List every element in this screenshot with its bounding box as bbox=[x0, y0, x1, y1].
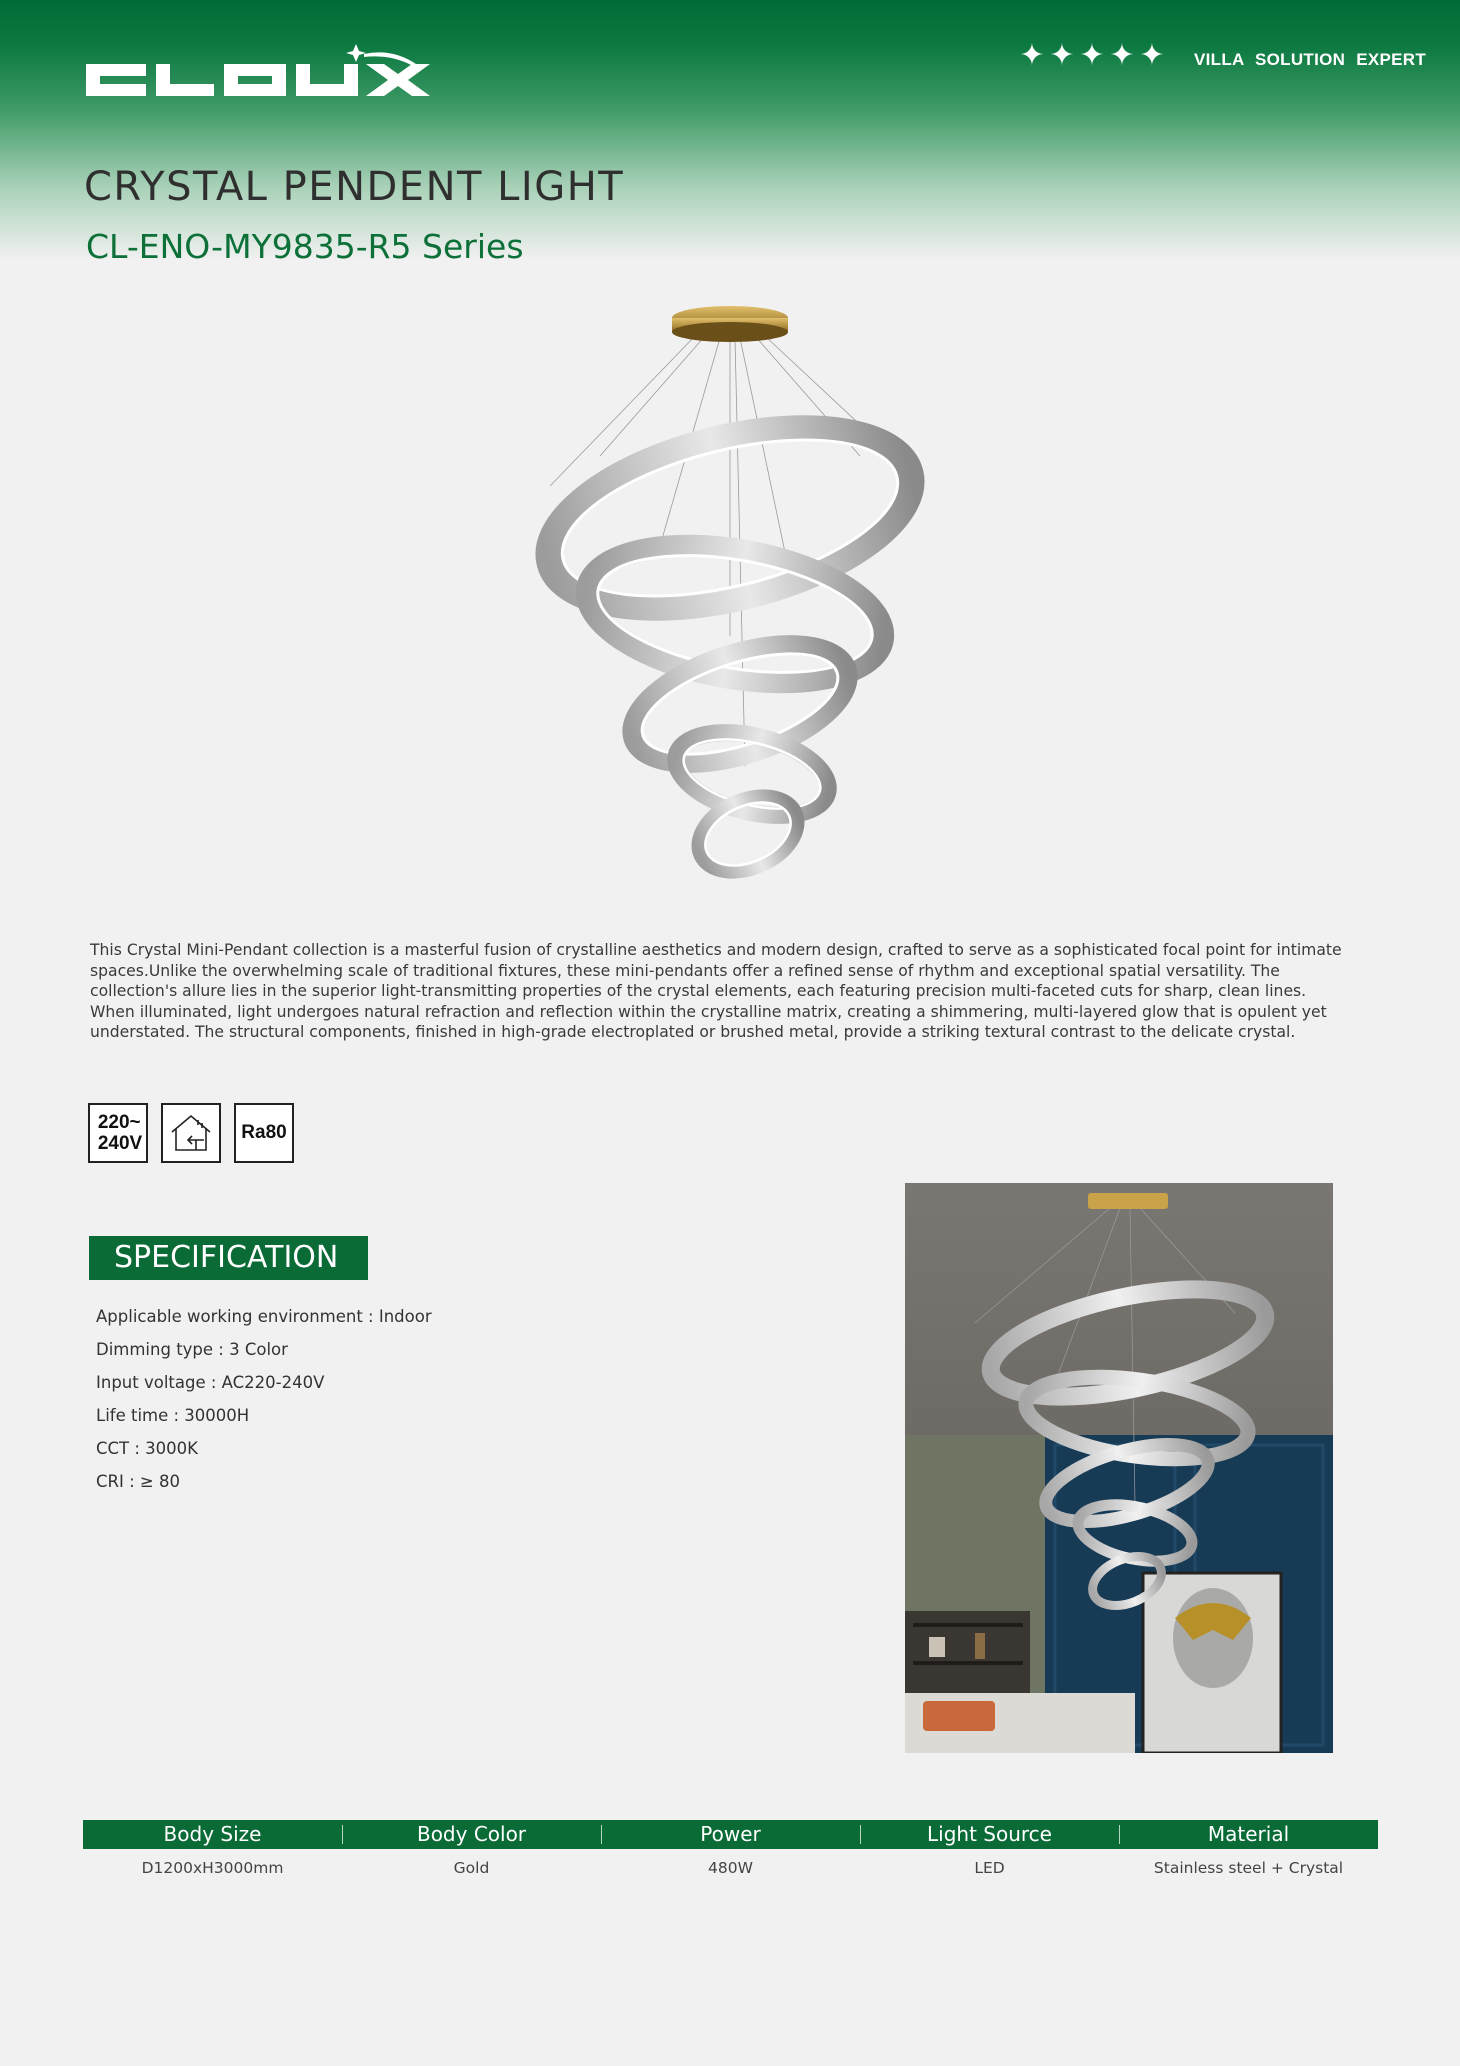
series-name: CL-ENO-MY9835-R5 Series bbox=[86, 227, 524, 266]
page-title: CRYSTAL PENDENT LIGHT bbox=[84, 164, 625, 210]
star-icon: ✦ bbox=[1109, 38, 1135, 73]
table-cell: D1200xH3000mm bbox=[141, 1859, 284, 1877]
feature-badges bbox=[88, 1103, 294, 1163]
summary-table bbox=[83, 1820, 1378, 1887]
spec-item: Life time : 30000H bbox=[96, 1406, 250, 1425]
table-row bbox=[83, 1849, 1378, 1887]
table-header bbox=[83, 1820, 1378, 1849]
star-icon: ✦ bbox=[1049, 38, 1075, 73]
header-banner bbox=[0, 0, 1460, 260]
spec-item: Dimming type : 3 Color bbox=[96, 1340, 288, 1359]
table-cell: Gold bbox=[453, 1859, 490, 1877]
spec-item: CRI : ≥ 80 bbox=[96, 1472, 180, 1491]
room-scene-image bbox=[905, 1183, 1333, 1753]
column-header: Body Color bbox=[342, 1820, 601, 1849]
rating-stars bbox=[1018, 40, 1166, 76]
star-icon: ✦ bbox=[1139, 38, 1165, 73]
table-cell: LED bbox=[974, 1859, 1005, 1877]
product-image bbox=[530, 296, 930, 892]
column-header: Body Size bbox=[163, 1822, 262, 1846]
column-header: Light Source bbox=[860, 1820, 1119, 1849]
spec-item: CCT : 3000K bbox=[96, 1439, 198, 1458]
table-cell: Stainless steel + Crystal bbox=[1153, 1859, 1344, 1877]
star-icon: ✦ bbox=[1019, 38, 1045, 73]
voltage-badge: 220~ 240V bbox=[88, 1103, 148, 1163]
spec-item: Applicable working environment : Indoor bbox=[96, 1307, 432, 1326]
product-description: This Crystal Mini-Pendant collection is a masterful fusion of crystalline aesthetics and modern design, crafted to serve as a sophisticated focal point for intimate spaces.Unlike the overwhelming scale of traditional fixtures, these mini-pendants offer a refined sense of rhythm and exceptional spatial versatility. The collection's allure lies in the superior light-transmitting properties of the crystal elements, each featuring precision multi-faceted cuts for sharp, clean lines. When illuminated, light undergoes natural refraction and reflection within the crystalline matrix, creating a shimmering, multi-layered glow that is opulent yet understated. The structural components, finished in high-grade electroplated or brushed metal, provide a striking textural contrast to the delicate crystal. bbox=[90, 941, 1342, 1041]
indoor-icon bbox=[161, 1103, 221, 1163]
column-header: Power bbox=[601, 1820, 860, 1849]
specification-list bbox=[96, 1300, 432, 1498]
column-header: Material bbox=[1119, 1820, 1378, 1849]
specification-heading: SPECIFICATION bbox=[89, 1236, 368, 1280]
table-cell: 480W bbox=[708, 1859, 753, 1877]
spec-item: Input voltage : AC220-240V bbox=[96, 1373, 325, 1392]
slogan: VILLA SOLUTION EXPERT bbox=[1194, 50, 1427, 69]
cri-badge: Ra80 bbox=[234, 1103, 294, 1163]
star-icon: ✦ bbox=[1079, 38, 1105, 73]
cloux-logo bbox=[84, 42, 434, 100]
